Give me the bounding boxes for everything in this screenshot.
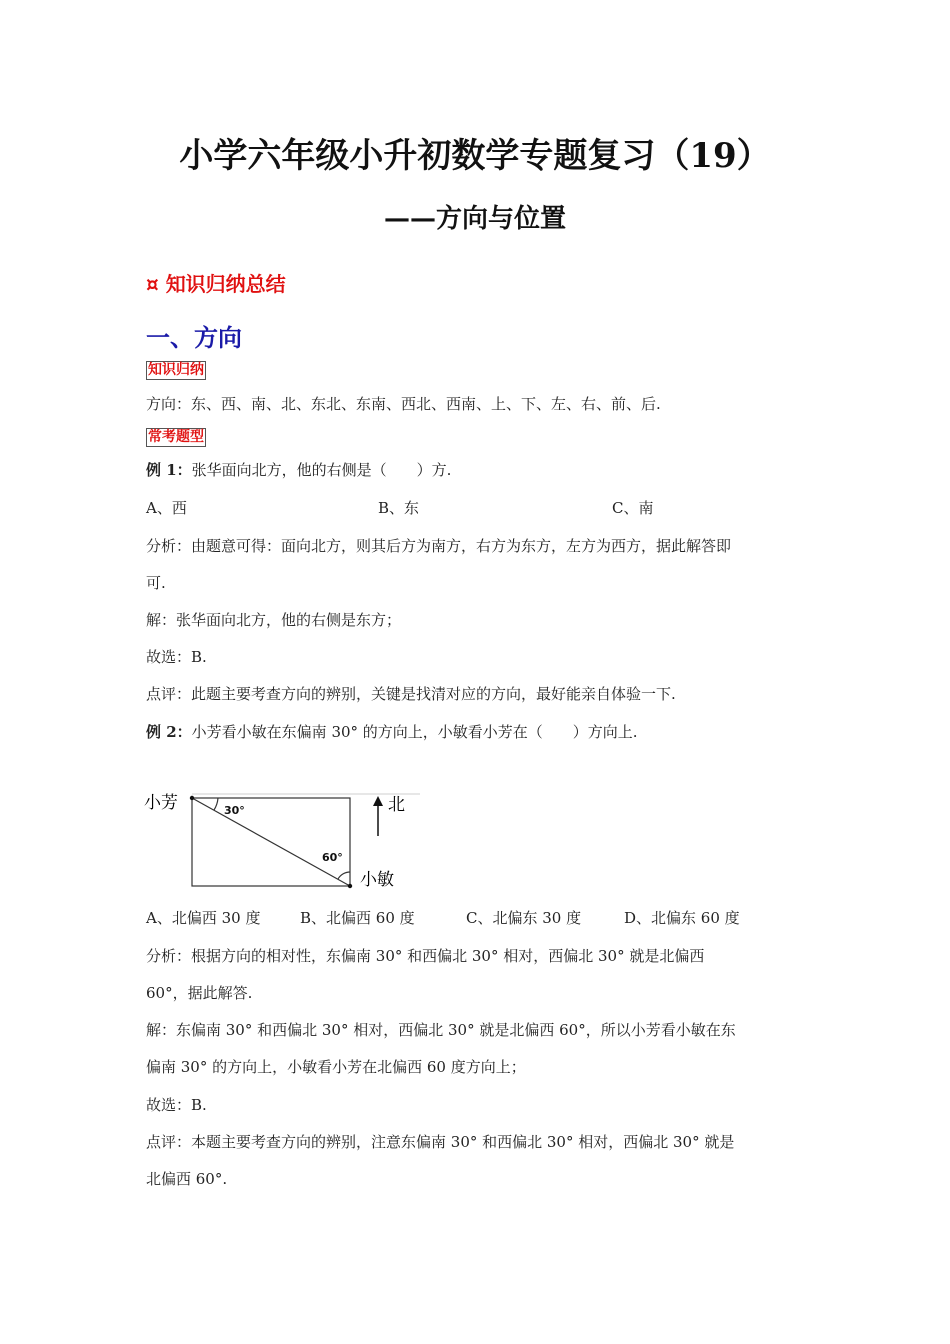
example1-option-a: A、西: [146, 499, 187, 517]
exam-tag: 常考题型: [148, 429, 204, 445]
direction-diagram: [140, 784, 420, 896]
example2-answer: 故选：B.: [146, 1096, 207, 1114]
page-title: 小学六年级小升初数学专题复习（19）: [179, 136, 771, 176]
label-north: 北: [388, 795, 405, 815]
label-xiaomin: 小敏: [360, 870, 394, 890]
knowledge-text: 方向：东、西、南、北、东北、东南、西北、西南、上、下、左、右、前、后.: [146, 395, 661, 413]
point-xiaofang: [190, 796, 194, 800]
label-angle-30: 30°: [224, 804, 245, 817]
section-heading-direction: 一、方向: [146, 324, 242, 352]
example2-analysis-line2: 60°，据此解答.: [146, 984, 253, 1002]
example2-analysis-line1: 分析：根据方向的相对性，东偏南 30° 和西偏北 30° 相对，西偏北 30° 就是北偏西: [146, 947, 705, 965]
knowledge-tag: 知识归纳: [148, 362, 204, 378]
example1-question-text: 张华面向北方，他的右侧是（ ）方.: [191, 461, 452, 479]
example2-solution-line2: 偏南 30° 的方向上，小敏看小芳在北偏西 60 度方向上；: [146, 1058, 526, 1076]
example1-analysis-line1: 分析：由题意可得：面向北方，则其后方为南方，右方为东方，左方为西方，据此解答即: [146, 537, 732, 555]
example1-analysis-line2: 可.: [146, 574, 166, 592]
example1-question: [146, 460, 451, 480]
example2-option-c: C、北偏东 30 度: [466, 909, 582, 927]
label-angle-60: 60°: [322, 851, 343, 864]
example2-option-d: D、北偏东 60 度: [624, 909, 740, 927]
summary-heading: ¤ 知识归纳总结: [146, 272, 286, 296]
example2-option-a: A、北偏西 30 度: [146, 909, 261, 927]
example1-solution: 解：张华面向北方，他的右侧是东方；: [146, 611, 402, 629]
example1-option-b: B、东: [378, 499, 420, 517]
page-subtitle: ——方向与位置: [383, 204, 566, 234]
example2-label: 例 2：: [146, 723, 192, 741]
point-xiaomin: [348, 884, 352, 888]
example1-answer: 故选：B.: [146, 648, 207, 666]
example2-solution-line1: 解：东偏南 30° 和西偏北 30° 相对，西偏北 30° 就是北偏西 60°，所以小芳看小敏在东: [146, 1021, 736, 1039]
example2-question: [146, 722, 638, 742]
example2-option-b: B、北偏西 60 度: [300, 909, 415, 927]
example1-label: 例 1：: [146, 461, 192, 479]
example2-comment-line1: 点评：本题主要考查方向的辨别，注意东偏南 30° 和西偏北 30° 相对，西偏北 30° 就是: [146, 1133, 735, 1151]
label-xiaofang: 小芳: [144, 793, 178, 813]
example2-question-text: 小芳看小敏在东偏南 30° 的方向上，小敏看小芳在（ ）方向上.: [191, 723, 638, 741]
example1-option-c: C、南: [612, 499, 654, 517]
example1-comment: 点评：此题主要考查方向的辨别，关键是找清对应的方向，最好能亲自体验一下.: [146, 685, 676, 703]
north-arrow-icon: [373, 796, 383, 806]
angle-arc-60: [338, 872, 350, 879]
angle-arc-30: [214, 798, 218, 810]
diagram-sightline: [192, 798, 350, 886]
example2-comment-line2: 北偏西 60°.: [146, 1170, 228, 1188]
